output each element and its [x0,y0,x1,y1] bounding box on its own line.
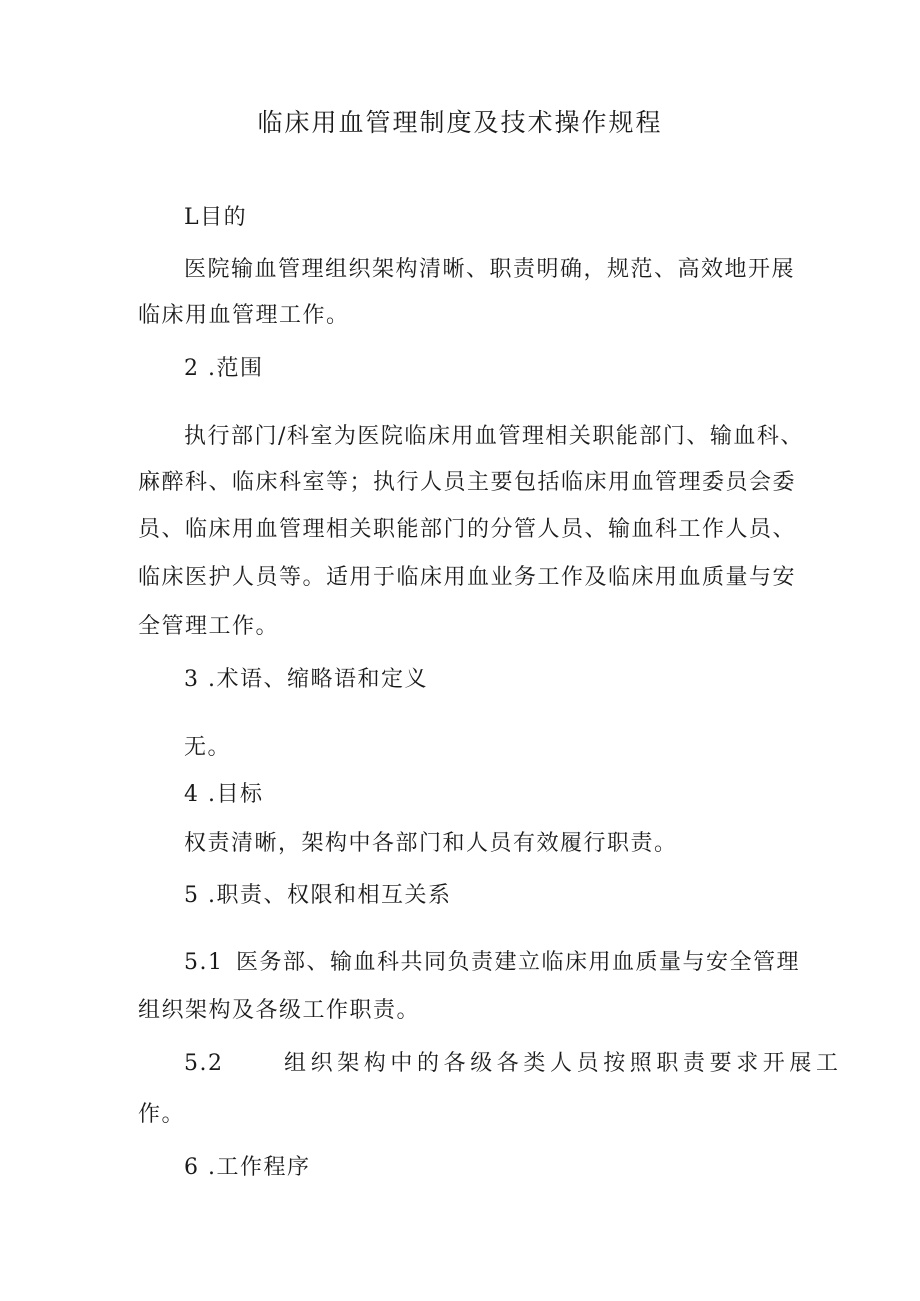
section-6-heading: 6 .工作程序 [184,1155,311,1180]
section-4-heading: 4 .目标 [184,782,264,807]
subsection-5-1-line: 组织架构及各级工作职责。 [138,998,421,1023]
section-1-body-line: 医院输血管理组织架构清晰、职责明确，规范、高效地开展 [184,257,796,282]
section-2-body-line: 临床医护人员等。适用于临床用血业务工作及临床用血质量与安 [138,565,797,590]
subsection-5-2-number: 5.2 [184,1051,224,1076]
subsection-5-2-line: 作。 [138,1102,186,1127]
subsection-5-2-line: 组织架构中的各级各类人员按照职责要求开展工 [284,1051,843,1076]
subsection-5-1-line: 医务部、输血科共同负责建立临床用血质量与安全管理 [236,950,801,975]
section-2-body-line: 麻醉科、临床科室等；执行人员主要包括临床用血管理委员会委 [138,470,797,495]
section-2-body-line: 执行部门/科室为医院临床用血管理相关职能部门、输血科、 [184,424,804,449]
section-2-body-line: 员、临床用血管理相关职能部门的分管人员、输血科工作人员、 [138,517,797,542]
section-4-body: 权责清晰，架构中各部门和人员有效履行职责。 [184,831,678,856]
section-2-body-line: 全管理工作。 [138,614,280,639]
section-3-body: 无。 [184,735,232,760]
section-2-heading: 2 .范围 [184,356,264,381]
section-5-heading: 5 .职责、权限和相互关系 [184,883,452,908]
subsection-5-1-number: 5.1 [184,950,224,975]
section-3-heading: 3 .术语、缩略语和定义 [184,667,428,692]
section-1-body-line: 临床用血管理工作。 [138,303,350,328]
document-title: 临床用血管理制度及技术操作规程 [257,108,663,137]
section-1-heading: L目的 [184,205,248,230]
